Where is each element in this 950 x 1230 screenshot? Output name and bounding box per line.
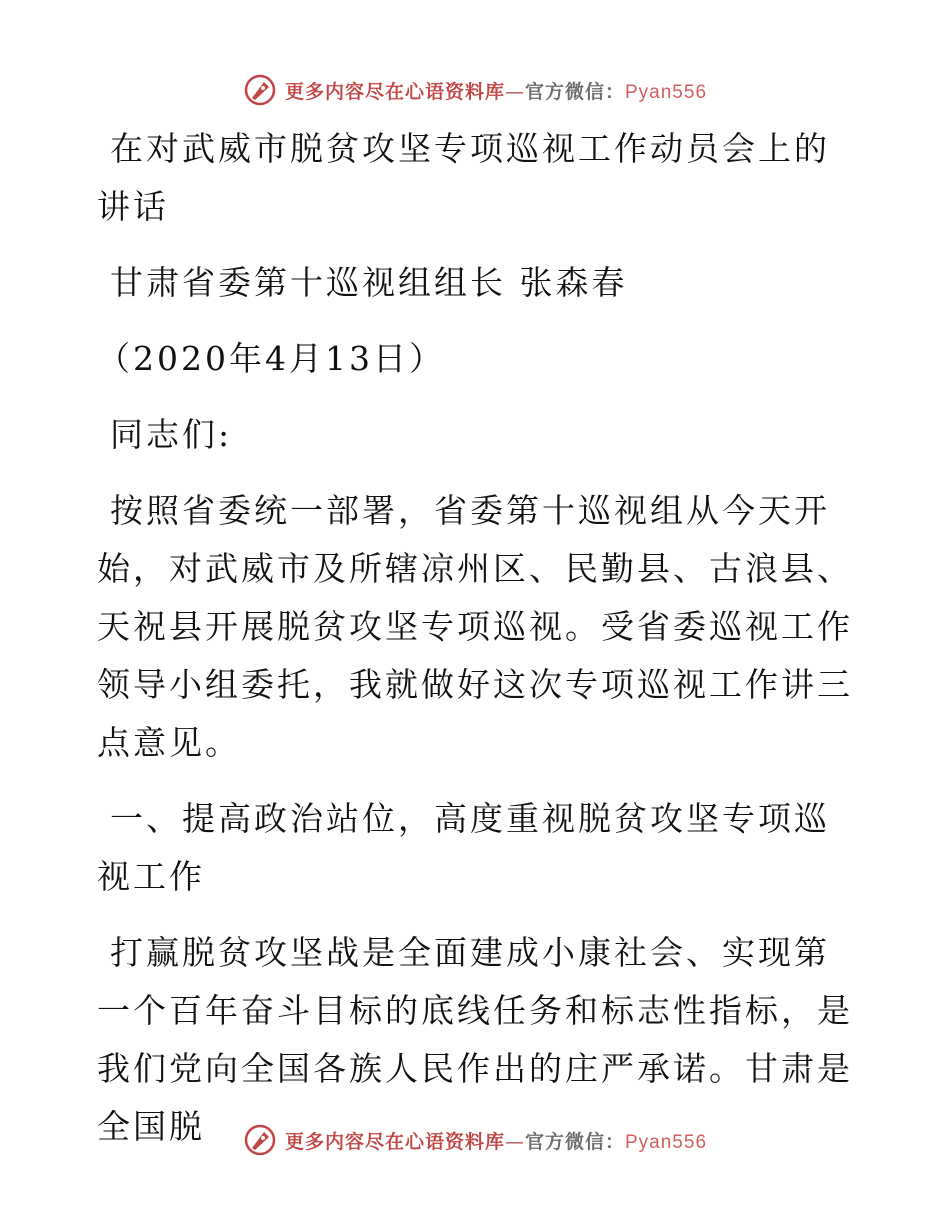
- watermark-text: [285, 1127, 707, 1154]
- watermark-main: 更多内容尽在心语资料库: [284, 1130, 505, 1153]
- document-date: （2020年4月13日）: [97, 339, 445, 378]
- watermark-text: [285, 77, 707, 104]
- document-title: 在对武威市脱贫攻坚专项巡视工作动员会上的讲话: [97, 129, 830, 226]
- watermark-separator: —: [504, 1130, 525, 1153]
- watermark-wechat-id: Pyan556: [625, 1131, 708, 1153]
- pen-nib-circle-icon: [243, 73, 277, 107]
- section-heading-1: 一、提高政治站位，高度重视脱贫攻坚专项巡视工作: [97, 799, 830, 896]
- watermark-wechat-id: Pyan556: [625, 81, 708, 103]
- watermark-wechat-label: 官方微信：: [524, 80, 625, 103]
- paragraph-intro: 按照省委统一部署，省委第十巡视组从今天开始，对武威市及所辖凉州区、民勤县、古浪县、天祝县开展脱贫攻坚专项巡视。受省委巡视工作领导小组委托，我就做好这次专项巡视工作讲三点意见。: [97, 491, 853, 762]
- document-salutation: 同志们:: [110, 415, 233, 454]
- footer-watermark: [0, 1120, 950, 1160]
- document-speaker: 甘肃省委第十巡视组组长 张森春: [110, 263, 628, 302]
- document-body: [97, 120, 857, 1174]
- paragraph-section-1: 打赢脱贫攻坚战是全面建成小康社会、实现第一个百年奋斗目标的底线任务和标志性指标，是我们党向全国各族人民作出的庄严承诺。甘肃是全国脱: [97, 933, 853, 1146]
- watermark-wechat-label: 官方微信：: [524, 1130, 625, 1153]
- pen-nib-circle-icon: [243, 1123, 277, 1157]
- watermark-main: 更多内容尽在心语资料库: [284, 80, 505, 103]
- watermark-separator: —: [504, 80, 525, 103]
- header-watermark: [0, 70, 950, 110]
